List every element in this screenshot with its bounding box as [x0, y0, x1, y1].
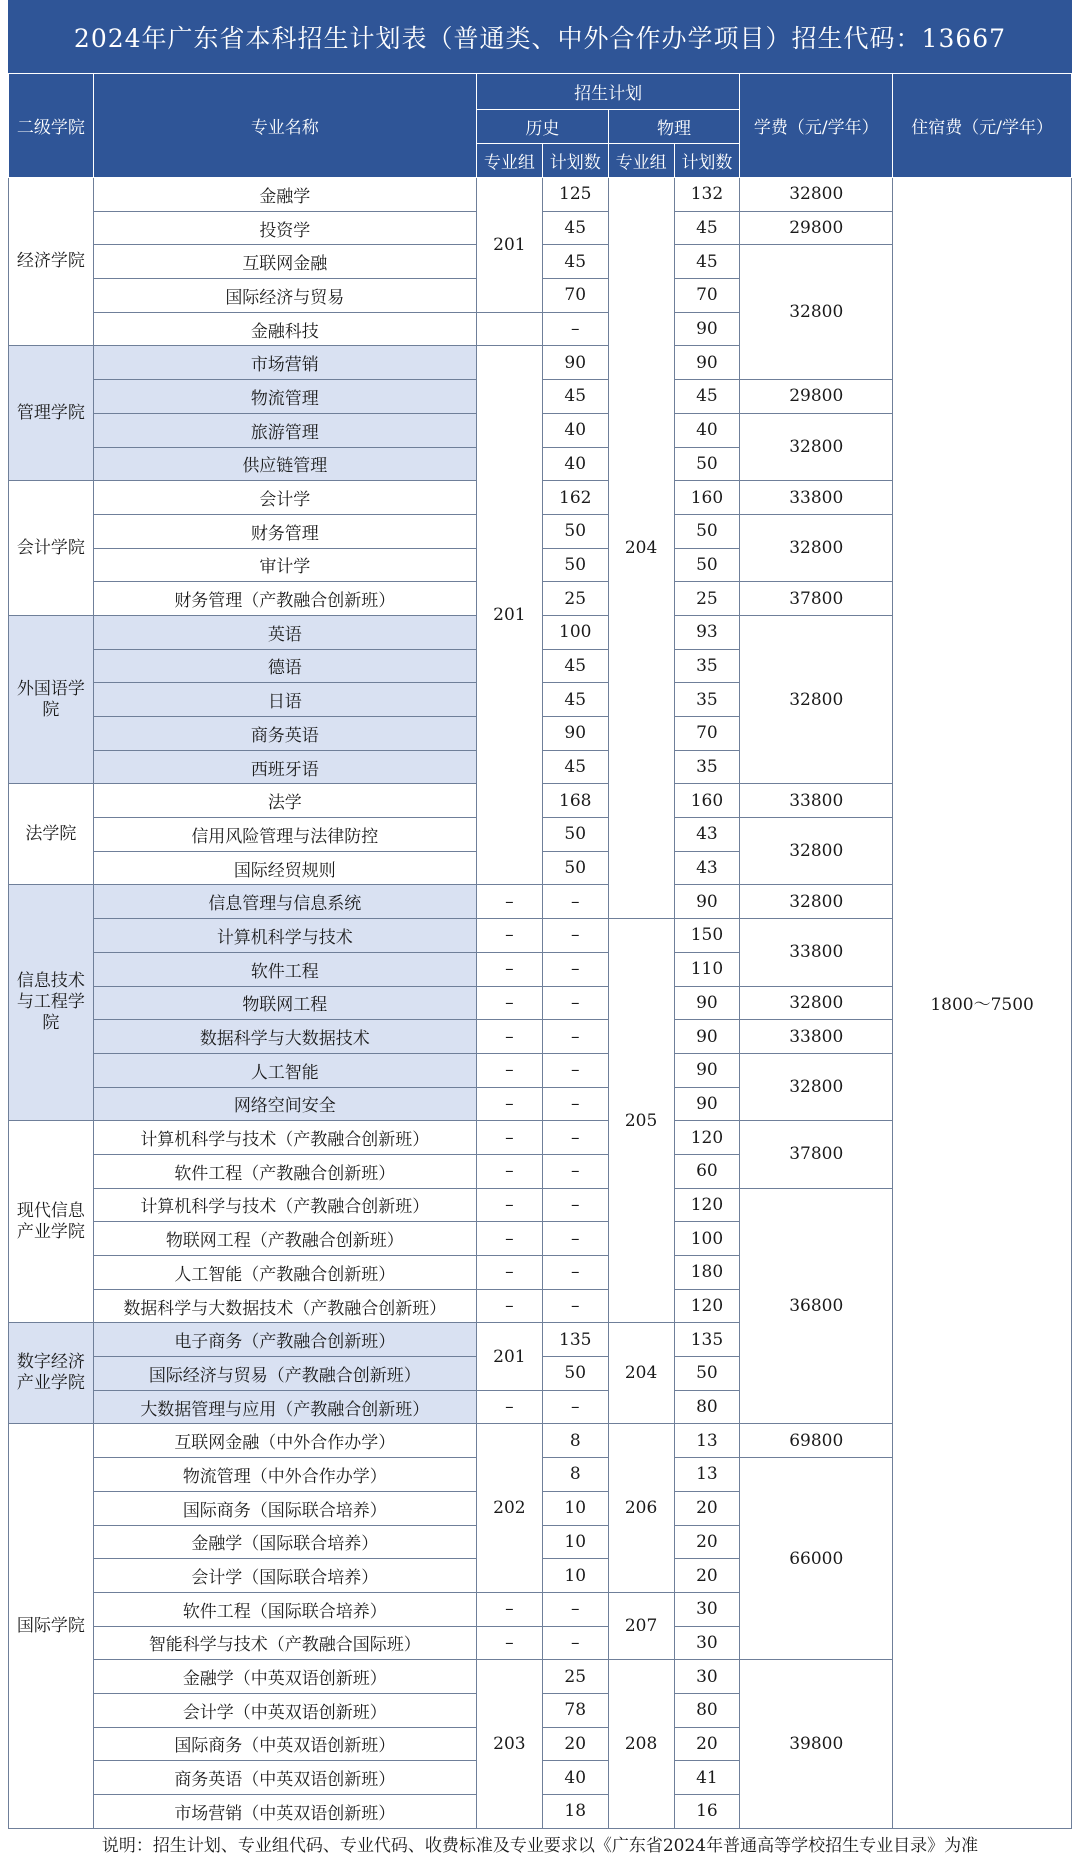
major-name-cell: 人工智能（产教融合创新班） — [93, 1256, 476, 1290]
history-count-cell: – — [542, 1592, 608, 1626]
physics-count-cell: 132 — [674, 178, 740, 212]
physics-count-cell: 90 — [674, 346, 740, 380]
table-body — [9, 178, 1072, 1829]
major-name-cell: 互联网金融（中外合作办学） — [93, 1424, 476, 1458]
physics-count-cell: 90 — [674, 312, 740, 346]
physics-count-cell: 30 — [674, 1626, 740, 1660]
history-count-cell: 8 — [542, 1424, 608, 1458]
major-name-cell: 国际商务（国际联合培养） — [93, 1491, 476, 1525]
dorm-fee-cell: 1800～7500 — [893, 178, 1072, 1829]
physics-count-cell: 20 — [674, 1559, 740, 1593]
physics-count-cell: 13 — [674, 1424, 740, 1458]
major-name-cell: 国际经济与贸易 — [93, 279, 476, 313]
table-row — [9, 178, 1072, 212]
history-count-cell: 100 — [542, 615, 608, 649]
major-name-cell: 大数据管理与应用（产教融合创新班） — [93, 1390, 476, 1424]
header-major: 专业名称 — [93, 74, 476, 178]
history-count-cell: – — [542, 1222, 608, 1256]
tuition-cell: 33800 — [740, 481, 893, 515]
history-group-cell: – — [476, 986, 542, 1020]
history-count-cell: 45 — [542, 245, 608, 279]
major-name-cell: 国际经贸规则 — [93, 851, 476, 885]
history-count-cell: 135 — [542, 1323, 608, 1357]
header-physics: 物理 — [608, 110, 740, 144]
history-count-cell: 18 — [542, 1795, 608, 1829]
history-count-cell: 70 — [542, 279, 608, 313]
tuition-cell: 36800 — [740, 1188, 893, 1424]
history-group-cell: – — [476, 1087, 542, 1121]
history-count-cell: 40 — [542, 447, 608, 481]
physics-group-cell: 204 — [608, 178, 674, 919]
major-name-cell: 电子商务（产教融合创新班） — [93, 1323, 476, 1357]
header-physics-group: 专业组 — [608, 144, 674, 178]
college-name-cell: 数字经济产业学院 — [9, 1323, 94, 1424]
major-name-cell: 会计学（中英双语创新班） — [93, 1693, 476, 1727]
physics-count-cell: 60 — [674, 1154, 740, 1188]
college-name-cell: 会计学院 — [9, 481, 94, 616]
physics-count-cell: 110 — [674, 952, 740, 986]
history-group-cell: 202 — [476, 1424, 542, 1592]
history-count-cell: 20 — [542, 1727, 608, 1761]
physics-group-cell: 205 — [608, 919, 674, 1323]
physics-count-cell: 135 — [674, 1323, 740, 1357]
history-count-cell: 125 — [542, 178, 608, 212]
header-physics-count: 计划数 — [674, 144, 740, 178]
physics-count-cell: 120 — [674, 1188, 740, 1222]
major-name-cell: 智能科学与技术（产教融合国际班） — [93, 1626, 476, 1660]
major-name-cell: 旅游管理 — [93, 413, 476, 447]
enrollment-plan-table — [8, 73, 1072, 1829]
major-name-cell: 软件工程 — [93, 952, 476, 986]
major-name-cell: 软件工程（国际联合培养） — [93, 1592, 476, 1626]
tuition-cell: 32800 — [740, 245, 893, 380]
history-count-cell: 168 — [542, 784, 608, 818]
history-group-cell: – — [476, 1053, 542, 1087]
physics-count-cell: 20 — [674, 1525, 740, 1559]
history-count-cell: 10 — [542, 1525, 608, 1559]
major-name-cell: 国际经济与贸易（产教融合创新班） — [93, 1357, 476, 1391]
history-group-cell — [476, 312, 542, 346]
history-group-cell: – — [476, 1390, 542, 1424]
header-tuition: 学费（元/学年） — [740, 74, 893, 178]
history-count-cell: 45 — [542, 750, 608, 784]
header-history-count: 计划数 — [542, 144, 608, 178]
history-count-cell: 78 — [542, 1693, 608, 1727]
major-name-cell: 审计学 — [93, 548, 476, 582]
tuition-cell: 32800 — [740, 514, 893, 581]
history-count-cell: 90 — [542, 717, 608, 751]
history-count-cell: 40 — [542, 1761, 608, 1795]
history-count-cell: 25 — [542, 582, 608, 616]
physics-count-cell: 80 — [674, 1693, 740, 1727]
tuition-cell: 32800 — [740, 818, 893, 885]
major-name-cell: 物流管理 — [93, 380, 476, 414]
major-name-cell: 德语 — [93, 649, 476, 683]
physics-count-cell: 35 — [674, 683, 740, 717]
history-count-cell: – — [542, 1188, 608, 1222]
history-group-cell: – — [476, 1256, 542, 1290]
physics-count-cell: 120 — [674, 1121, 740, 1155]
major-name-cell: 数据科学与大数据技术（产教融合创新班） — [93, 1289, 476, 1323]
history-count-cell: 50 — [542, 1357, 608, 1391]
tuition-cell: 32800 — [740, 178, 893, 212]
tuition-cell: 33800 — [740, 1020, 893, 1054]
college-name-cell: 法学院 — [9, 784, 94, 885]
physics-count-cell: 90 — [674, 885, 740, 919]
history-group-cell: – — [476, 1188, 542, 1222]
physics-count-cell: 45 — [674, 211, 740, 245]
tuition-cell: 32800 — [740, 615, 893, 783]
tuition-cell: 32800 — [740, 1053, 893, 1120]
physics-count-cell: 120 — [674, 1289, 740, 1323]
table-header — [9, 74, 1072, 178]
tuition-cell: 29800 — [740, 380, 893, 414]
major-name-cell: 西班牙语 — [93, 750, 476, 784]
physics-count-cell: 40 — [674, 413, 740, 447]
major-name-cell: 市场营销（中英双语创新班） — [93, 1795, 476, 1829]
physics-count-cell: 35 — [674, 750, 740, 784]
major-name-cell: 信用风险管理与法律防控 — [93, 818, 476, 852]
history-count-cell: 90 — [542, 346, 608, 380]
history-count-cell: – — [542, 1289, 608, 1323]
history-count-cell: – — [542, 1053, 608, 1087]
tuition-cell: 32800 — [740, 413, 893, 480]
physics-count-cell: 45 — [674, 380, 740, 414]
history-group-cell: – — [476, 1289, 542, 1323]
major-name-cell: 投资学 — [93, 211, 476, 245]
major-name-cell: 市场营销 — [93, 346, 476, 380]
physics-count-cell: 35 — [674, 649, 740, 683]
history-count-cell: 45 — [542, 683, 608, 717]
physics-group-cell: 207 — [608, 1592, 674, 1659]
history-count-cell: – — [542, 919, 608, 953]
major-name-cell: 互联网金融 — [93, 245, 476, 279]
major-name-cell: 人工智能 — [93, 1053, 476, 1087]
major-name-cell: 信息管理与信息系统 — [93, 885, 476, 919]
physics-count-cell: 150 — [674, 919, 740, 953]
tuition-cell: 37800 — [740, 582, 893, 616]
major-name-cell: 会计学 — [93, 481, 476, 515]
history-count-cell: – — [542, 1087, 608, 1121]
history-group-cell: – — [476, 919, 542, 953]
history-count-cell: 40 — [542, 413, 608, 447]
history-count-cell: – — [542, 1154, 608, 1188]
physics-count-cell: 50 — [674, 514, 740, 548]
physics-count-cell: 160 — [674, 481, 740, 515]
physics-group-cell: 206 — [608, 1424, 674, 1592]
physics-count-cell: 20 — [674, 1491, 740, 1525]
history-count-cell: 10 — [542, 1559, 608, 1593]
college-name-cell: 经济学院 — [9, 178, 94, 346]
physics-count-cell: 13 — [674, 1458, 740, 1492]
header-college: 二级学院 — [9, 74, 94, 178]
history-count-cell: – — [542, 986, 608, 1020]
college-name-cell: 国际学院 — [9, 1424, 94, 1828]
major-name-cell: 会计学（国际联合培养） — [93, 1559, 476, 1593]
major-name-cell: 计算机科学与技术（产教融合创新班） — [93, 1188, 476, 1222]
physics-count-cell: 25 — [674, 582, 740, 616]
history-count-cell: – — [542, 1256, 608, 1290]
physics-count-cell: 45 — [674, 245, 740, 279]
history-group-cell: 203 — [476, 1660, 542, 1828]
major-name-cell: 金融学（中英双语创新班） — [93, 1660, 476, 1694]
physics-count-cell: 30 — [674, 1592, 740, 1626]
tuition-cell: 37800 — [740, 1121, 893, 1188]
major-name-cell: 金融学 — [93, 178, 476, 212]
history-group-cell: – — [476, 1626, 542, 1660]
history-count-cell: 50 — [542, 851, 608, 885]
history-count-cell: – — [542, 1121, 608, 1155]
college-name-cell: 信息技术与工程学院 — [9, 885, 94, 1121]
major-name-cell: 金融学（国际联合培养） — [93, 1525, 476, 1559]
major-name-cell: 物联网工程 — [93, 986, 476, 1020]
history-group-cell: 201 — [476, 346, 542, 885]
physics-count-cell: 100 — [674, 1222, 740, 1256]
history-count-cell: – — [542, 952, 608, 986]
physics-count-cell: 43 — [674, 851, 740, 885]
header-history-group: 专业组 — [476, 144, 542, 178]
history-group-cell: 201 — [476, 1323, 542, 1390]
college-name-cell: 现代信息产业学院 — [9, 1121, 94, 1323]
history-count-cell: 10 — [542, 1491, 608, 1525]
tuition-cell: 69800 — [740, 1424, 893, 1458]
history-group-cell: 201 — [476, 178, 542, 313]
major-name-cell: 物联网工程（产教融合创新班） — [93, 1222, 476, 1256]
physics-count-cell: 20 — [674, 1727, 740, 1761]
history-count-cell: 25 — [542, 1660, 608, 1694]
physics-count-cell: 30 — [674, 1660, 740, 1694]
history-count-cell: 50 — [542, 514, 608, 548]
history-group-cell: – — [476, 952, 542, 986]
major-name-cell: 国际商务（中英双语创新班） — [93, 1727, 476, 1761]
tuition-cell: 33800 — [740, 919, 893, 986]
major-name-cell: 物流管理（中外合作办学） — [93, 1458, 476, 1492]
physics-count-cell: 180 — [674, 1256, 740, 1290]
physics-count-cell: 80 — [674, 1390, 740, 1424]
footnote: 说明：招生计划、专业组代码、专业代码、收费标准及专业要求以《广东省2024年普通高等学校招生专业目录》为准 — [101, 1836, 979, 1856]
major-name-cell: 供应链管理 — [93, 447, 476, 481]
history-count-cell: 45 — [542, 380, 608, 414]
physics-count-cell: 50 — [674, 1357, 740, 1391]
history-count-cell: 50 — [542, 818, 608, 852]
major-name-cell: 软件工程（产教融合创新班） — [93, 1154, 476, 1188]
history-count-cell: – — [542, 885, 608, 919]
major-name-cell: 计算机科学与技术 — [93, 919, 476, 953]
header-history: 历史 — [476, 110, 608, 144]
physics-count-cell: 90 — [674, 986, 740, 1020]
history-group-cell: – — [476, 1154, 542, 1188]
history-count-cell: 45 — [542, 649, 608, 683]
physics-count-cell: 50 — [674, 548, 740, 582]
major-name-cell: 法学 — [93, 784, 476, 818]
major-name-cell: 财务管理（产教融合创新班） — [93, 582, 476, 616]
physics-group-cell: 204 — [608, 1323, 674, 1424]
major-name-cell: 商务英语 — [93, 717, 476, 751]
history-count-cell: – — [542, 1390, 608, 1424]
physics-count-cell: 90 — [674, 1053, 740, 1087]
history-count-cell: – — [542, 1020, 608, 1054]
physics-count-cell: 93 — [674, 615, 740, 649]
physics-group-cell: 208 — [608, 1660, 674, 1828]
major-name-cell: 金融科技 — [93, 312, 476, 346]
physics-count-cell: 160 — [674, 784, 740, 818]
physics-count-cell: 70 — [674, 279, 740, 313]
major-name-cell: 商务英语（中英双语创新班） — [93, 1761, 476, 1795]
major-name-cell: 计算机科学与技术（产教融合创新班） — [93, 1121, 476, 1155]
tuition-cell: 29800 — [740, 211, 893, 245]
physics-count-cell: 90 — [674, 1020, 740, 1054]
major-name-cell: 数据科学与大数据技术 — [93, 1020, 476, 1054]
history-count-cell: 45 — [542, 211, 608, 245]
history-group-cell: – — [476, 1121, 542, 1155]
tuition-cell: 39800 — [740, 1660, 893, 1828]
major-name-cell: 网络空间安全 — [93, 1087, 476, 1121]
history-count-cell: – — [542, 1626, 608, 1660]
history-group-cell: – — [476, 885, 542, 919]
tuition-cell: 32800 — [740, 986, 893, 1020]
history-count-cell: 8 — [542, 1458, 608, 1492]
major-name-cell: 日语 — [93, 683, 476, 717]
physics-count-cell: 90 — [674, 1087, 740, 1121]
tuition-cell: 66000 — [740, 1458, 893, 1660]
tuition-cell: 33800 — [740, 784, 893, 818]
page-title: 2024年广东省本科招生计划表（普通类、中外合作办学项目）招生代码：13667 — [8, 0, 1072, 73]
physics-count-cell: 16 — [674, 1795, 740, 1829]
history-count-cell: – — [542, 312, 608, 346]
history-count-cell: 162 — [542, 481, 608, 515]
physics-count-cell: 43 — [674, 818, 740, 852]
major-name-cell: 财务管理 — [93, 514, 476, 548]
header-dorm: 住宿费（元/学年） — [893, 74, 1072, 178]
college-name-cell: 外国语学院 — [9, 615, 94, 783]
history-group-cell: – — [476, 1592, 542, 1626]
physics-count-cell: 70 — [674, 717, 740, 751]
college-name-cell: 管理学院 — [9, 346, 94, 481]
physics-count-cell: 50 — [674, 447, 740, 481]
header-plan: 招生计划 — [476, 74, 739, 110]
major-name-cell: 英语 — [93, 615, 476, 649]
history-group-cell: – — [476, 1020, 542, 1054]
history-group-cell: – — [476, 1222, 542, 1256]
history-count-cell: 50 — [542, 548, 608, 582]
physics-count-cell: 41 — [674, 1761, 740, 1795]
tuition-cell: 32800 — [740, 885, 893, 919]
